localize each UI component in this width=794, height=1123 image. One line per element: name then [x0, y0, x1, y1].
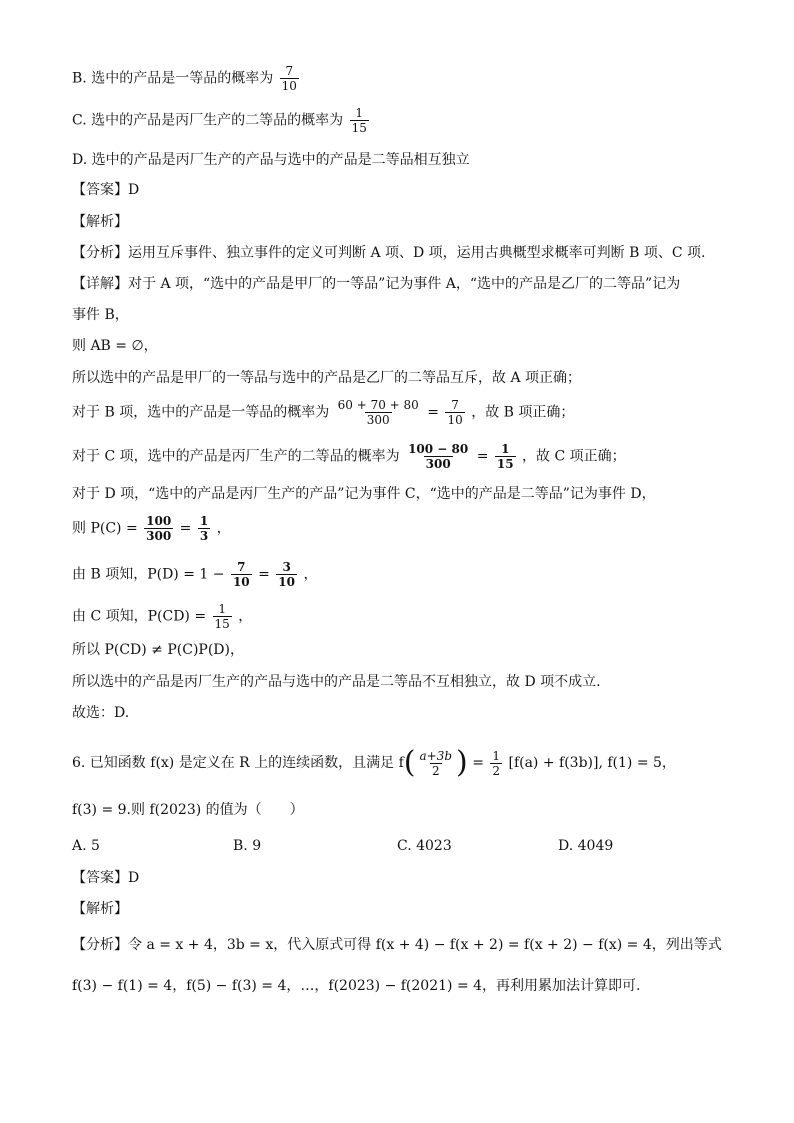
- numerator: 3: [282, 560, 291, 574]
- fraction: [495, 442, 516, 471]
- equals: =: [427, 404, 440, 421]
- equals: =: [472, 755, 484, 771]
- neq-line: 所以 P(CD) ≠ P(C)P(D)，: [72, 642, 244, 658]
- option-b-text: B. 选中的产品是一等品的概率为: [72, 70, 274, 87]
- fraction: [198, 514, 210, 543]
- denominator: 15: [496, 457, 514, 471]
- conclusion-line: 所以选中的产品是丙厂生产的产品与选中的产品是二等品不互相独立，故 D 项不成立.: [72, 674, 601, 690]
- fraction: [350, 106, 369, 135]
- text: 对于 C 项，选中的产品是丙厂生产的二等品的概率为: [72, 448, 400, 465]
- q6-answer-label: 【答案】D: [72, 870, 140, 886]
- pd-line: [72, 560, 317, 589]
- q6-option-c: C. 4023: [397, 838, 452, 854]
- left-paren: (: [403, 745, 416, 780]
- numerator: 60 + 70 + 80: [337, 398, 419, 412]
- text: ，: [303, 566, 318, 583]
- equals: =: [476, 448, 489, 465]
- numerator: 100 − 80: [408, 442, 469, 456]
- fraction: [406, 442, 470, 471]
- q6-option-b: B. 9: [233, 838, 262, 854]
- ab-empty-line: 则 AB = ∅，: [72, 338, 158, 354]
- denominator: 15: [351, 121, 367, 135]
- pc-line: [72, 514, 231, 543]
- fraction: [336, 398, 421, 427]
- numerator: 1: [501, 442, 510, 456]
- option-d: D. 选中的产品是丙厂生产的产品与选中的产品是二等品相互独立: [72, 152, 470, 168]
- denominator: 15: [214, 617, 230, 631]
- analysis-fenxi: 【分析】运用互斥事件、独立事件的定义可判断 A 项、D 项，运用古典概型求概率可判断 B 项、C 项.: [72, 245, 706, 261]
- text: 6. 已知函数 f(x) 是定义在 R 上的连续函数，且满足 f: [72, 755, 404, 771]
- denominator: 2: [492, 763, 501, 778]
- q6-fenxi-1: 【分析】令 a = x + 4，3b = x，代入原式可得 f(x + 4) − f(x + 2) = f(x + 2) − f(x) = 4，列出等式: [72, 937, 722, 953]
- fraction: [445, 398, 464, 427]
- denominator: 10: [447, 413, 463, 427]
- denominator: 300: [366, 413, 390, 427]
- b-prob-line: [72, 398, 574, 427]
- text: ，故 B 项正确；: [471, 404, 575, 421]
- fraction: [490, 749, 502, 778]
- mutex-line: 所以选中的产品是甲厂的一等品与选中的产品是乙厂的二等品互斥，故 A 项正确；: [72, 370, 582, 386]
- numerator: 1: [355, 106, 364, 120]
- text: ，故 C 项正确；: [522, 448, 626, 465]
- denominator: 3: [199, 529, 209, 543]
- q6-option-d: D. 4049: [558, 838, 614, 854]
- equals: =: [258, 566, 270, 583]
- numerator: 100: [146, 514, 172, 528]
- numerator: 1: [199, 514, 209, 528]
- numerator: 7: [451, 398, 459, 412]
- text: 则 P(C) =: [72, 520, 138, 537]
- text: 由 B 项知，P(D) = 1 −: [72, 566, 225, 583]
- denominator: 10: [278, 575, 295, 589]
- choose-line: 故选：D.: [72, 705, 130, 721]
- numerator: 1: [218, 602, 226, 616]
- q6-analysis-title: 【解析】: [72, 901, 128, 917]
- denominator: 10: [232, 575, 250, 589]
- fraction: [144, 514, 173, 543]
- right-paren: ): [456, 745, 468, 780]
- fraction: [280, 64, 299, 93]
- option-b: [72, 64, 301, 93]
- question-6-line-2: f(3) = 9.则 f(2023) 的值为（ ）: [72, 802, 304, 818]
- denominator: 2: [431, 763, 440, 778]
- option-c-text: C. 选中的产品是丙厂生产的二等品的概率为: [72, 112, 344, 129]
- analysis-title: 【解析】: [72, 214, 128, 230]
- detail-line-2: 事件 B，: [72, 307, 129, 323]
- text: [f(a) + f(3b)], f(1) = 5，: [508, 755, 676, 771]
- pcd-line: [72, 602, 252, 631]
- numerator: 1: [492, 748, 501, 763]
- q6-option-a: A. 5: [72, 838, 100, 854]
- equals: =: [179, 520, 192, 537]
- numerator: 7: [285, 64, 294, 78]
- fraction: [276, 560, 297, 589]
- text: ，: [216, 520, 231, 537]
- fraction: [231, 560, 252, 589]
- q6-fenxi-2: f(3) − f(1) = 4，f(5) − f(3) = 4，…，f(2023) − f(2021) = 4，再利用累加法计算即可.: [72, 978, 641, 994]
- numerator: 7: [237, 560, 246, 574]
- c-prob-line: [72, 442, 626, 471]
- denominator: 300: [425, 457, 451, 471]
- denominator: 10: [281, 79, 297, 93]
- answer-label: 【答案】D: [72, 182, 140, 198]
- numerator: a+3b: [419, 748, 453, 763]
- event-d-line: 对于 D 项，“选中的产品是丙厂生产的产品”记为事件 C，“选中的产品是二等品”记为事件 D，: [72, 486, 656, 502]
- question-6-line-1: [72, 745, 676, 780]
- fraction: [418, 749, 455, 778]
- text: ，: [238, 608, 253, 625]
- fraction: [213, 602, 232, 631]
- text: 由 C 项知，P(CD) =: [72, 608, 207, 625]
- text: 对于 B 项，选中的产品是一等品的概率为: [72, 404, 330, 421]
- option-c: [72, 106, 371, 135]
- detail-line-1: 【详解】对于 A 项，“选中的产品是甲厂的一等品”记为事件 A，“选中的产品是乙厂的二等品”记为: [72, 276, 681, 292]
- denominator: 300: [146, 529, 172, 543]
